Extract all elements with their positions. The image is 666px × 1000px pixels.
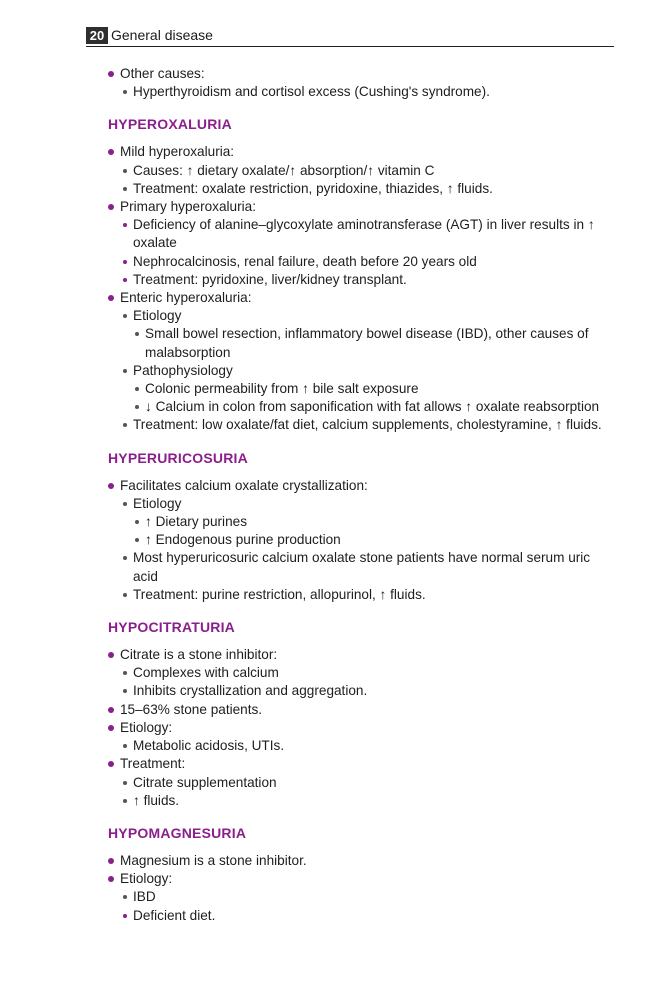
list-item: [122, 180, 612, 198]
list-item: [122, 549, 612, 585]
bullet-icon: [108, 71, 114, 77]
bullet-icon: [123, 187, 127, 191]
bullet-list-level-1: [108, 65, 612, 101]
bullet-icon: [123, 314, 127, 318]
bullet-icon: [108, 149, 114, 155]
list-item-text: ↓ Calcium in colon from saponification with fat allows ↑ oxalate reabsorption: [145, 399, 600, 415]
bullet-icon: [135, 520, 139, 524]
list-item: [134, 380, 612, 398]
list-item: [108, 719, 612, 755]
list-item-text: Nephrocalcinosis, renal failure, death before 20 years old: [133, 253, 477, 269]
list-item: [134, 325, 612, 361]
list-item-text: Pathophysiology: [133, 362, 233, 378]
list-item: [134, 531, 612, 549]
bullet-icon: [123, 169, 127, 173]
list-item-text: Facilitates calcium oxalate crystallization:: [120, 477, 368, 493]
list-item: [108, 143, 612, 198]
list-item-text: Magnesium is a stone inhibitor.: [120, 852, 307, 868]
bullet-icon: [108, 876, 114, 882]
list-item-text: Etiology: [133, 495, 182, 511]
list-item-text: Deficient diet.: [133, 907, 216, 923]
bullet-list-level-2: [122, 737, 612, 755]
list-item: [122, 495, 612, 550]
bullet-list-level-1: [108, 477, 612, 604]
bullet-list-level-1: [108, 646, 612, 810]
bullet-list-level-2: [122, 83, 612, 101]
bullet-list-level-1: [108, 143, 612, 434]
list-item: [108, 870, 612, 925]
section-heading: HYPEROXALURIA: [108, 116, 232, 133]
bullet-icon: [108, 725, 114, 731]
list-item: [108, 289, 612, 435]
bullet-icon: [123, 223, 127, 227]
bullet-list-level-3: [134, 380, 612, 416]
list-item-text: Small bowel resection, inflammatory bowel disease (IBD), other causes of malabsorption: [145, 326, 589, 360]
page-content: [108, 65, 612, 925]
bullet-icon: [108, 652, 114, 658]
bullet-icon: [123, 278, 127, 282]
section-heading: HYPOMAGNESURIA: [108, 824, 247, 841]
list-item-text: Citrate is a stone inhibitor:: [120, 647, 278, 663]
bullet-icon: [108, 483, 114, 489]
bullet-icon: [123, 895, 127, 899]
bullet-icon: [135, 332, 139, 336]
bullet-icon: [108, 858, 114, 864]
list-item-text: Etiology:: [120, 871, 173, 887]
running-header: [86, 26, 614, 47]
bullet-icon: [123, 502, 127, 506]
list-item-text: Primary hyperoxaluria:: [120, 199, 256, 215]
list-item: [122, 307, 612, 362]
list-item-text: Etiology: [133, 308, 182, 324]
bullet-icon: [123, 593, 127, 597]
list-item-text: Most hyperuricosuric calcium oxalate stone patients have normal serum uric acid: [133, 550, 591, 584]
list-item: [122, 83, 612, 101]
bullet-icon: [123, 914, 127, 918]
bullet-list-level-3: [134, 325, 612, 361]
list-item: [122, 416, 612, 434]
list-item-text: Inhibits crystallization and aggregation.: [133, 683, 368, 699]
list-item-text: IBD: [133, 889, 156, 905]
list-item-text: ↑ Endogenous purine production: [145, 532, 341, 548]
bullet-list-level-2: [122, 495, 612, 604]
bullet-icon: [123, 556, 127, 560]
bullet-icon: [123, 671, 127, 675]
list-item: [122, 216, 612, 252]
bullet-icon: [108, 707, 114, 713]
list-item-text: Etiology:: [120, 719, 173, 735]
list-item-text: Treatment: low oxalate/fat diet, calcium supplements, cholestyramine, ↑ fluids.: [133, 417, 602, 433]
bullet-icon: [135, 405, 139, 409]
list-item-text: ↑ Dietary purines: [145, 514, 247, 530]
page-number: 20: [86, 27, 108, 44]
list-item: [122, 774, 612, 792]
bullet-list-level-2: [122, 664, 612, 700]
list-item-text: Treatment: oxalate restriction, pyridoxine, thiazides, ↑ fluids.: [133, 180, 493, 196]
section-heading: HYPERURICOSURIA: [108, 449, 248, 466]
list-item: [134, 513, 612, 531]
list-item-text: Deficiency of alanine–glycoxylate aminotransferase (AGT) in liver results in ↑ oxalate: [133, 217, 595, 251]
list-item: [122, 907, 612, 925]
bullet-icon: [123, 799, 127, 803]
list-item: [108, 65, 612, 101]
bullet-list-level-2: [122, 162, 612, 198]
bullet-icon: [123, 781, 127, 785]
list-item: [122, 737, 612, 755]
list-item-text: Mild hyperoxaluria:: [120, 144, 235, 160]
list-item: [108, 198, 612, 289]
list-item: [108, 646, 612, 701]
bullet-list-level-2: [122, 888, 612, 924]
bullet-icon: [108, 761, 114, 767]
list-item: [108, 755, 612, 810]
list-item: [108, 477, 612, 604]
list-item-text: Hyperthyroidism and cortisol excess (Cushing's syndrome).: [133, 84, 490, 100]
bullet-icon: [123, 260, 127, 264]
list-item-text: Treatment: pyridoxine, liver/kidney transplant.: [133, 271, 407, 287]
list-item-text: Treatment: purine restriction, allopurinol, ↑ fluids.: [133, 586, 426, 602]
bullet-list-level-2: [122, 774, 612, 810]
bullet-list-level-2: [122, 216, 612, 289]
list-item-text: Enteric hyperoxaluria:: [120, 290, 252, 306]
bullet-icon: [123, 369, 127, 373]
bullet-icon: [135, 387, 139, 391]
bullet-list-level-3: [134, 513, 612, 549]
bullet-icon: [108, 204, 114, 210]
list-item-text: Citrate supplementation: [133, 774, 277, 790]
list-item-text: Other causes:: [120, 66, 205, 81]
list-item: [122, 792, 612, 810]
bullet-icon: [123, 689, 127, 693]
list-item-text: Causes: ↑ dietary oxalate/↑ absorption/↑ vitamin C: [133, 162, 435, 178]
list-item: [122, 362, 612, 417]
list-item: [122, 271, 612, 289]
bullet-list-level-2: [122, 307, 612, 434]
bullet-icon: [108, 295, 114, 301]
list-item: [122, 586, 612, 604]
list-item: [122, 253, 612, 271]
list-item-text: Treatment:: [120, 756, 186, 772]
list-item: [108, 852, 612, 870]
list-item-text: Metabolic acidosis, UTIs.: [133, 738, 285, 754]
list-item: [134, 398, 612, 416]
list-item: [122, 162, 612, 180]
list-item: [122, 682, 612, 700]
list-item-text: ↑ fluids.: [133, 792, 180, 808]
bullet-icon: [135, 538, 139, 542]
list-item: [122, 664, 612, 682]
list-item: [122, 888, 612, 906]
bullet-icon: [123, 90, 127, 94]
running-title: General disease: [111, 27, 213, 43]
bullet-icon: [123, 744, 127, 748]
list-item-text: Complexes with calcium: [133, 665, 279, 681]
list-item-text: 15–63% stone patients.: [120, 701, 263, 717]
bullet-icon: [123, 423, 127, 427]
section-heading: HYPOCITRATURIA: [108, 619, 235, 636]
bullet-list-level-1: [108, 852, 612, 925]
list-item: [108, 701, 612, 719]
list-item-text: Colonic permeability from ↑ bile salt exposure: [145, 381, 419, 397]
